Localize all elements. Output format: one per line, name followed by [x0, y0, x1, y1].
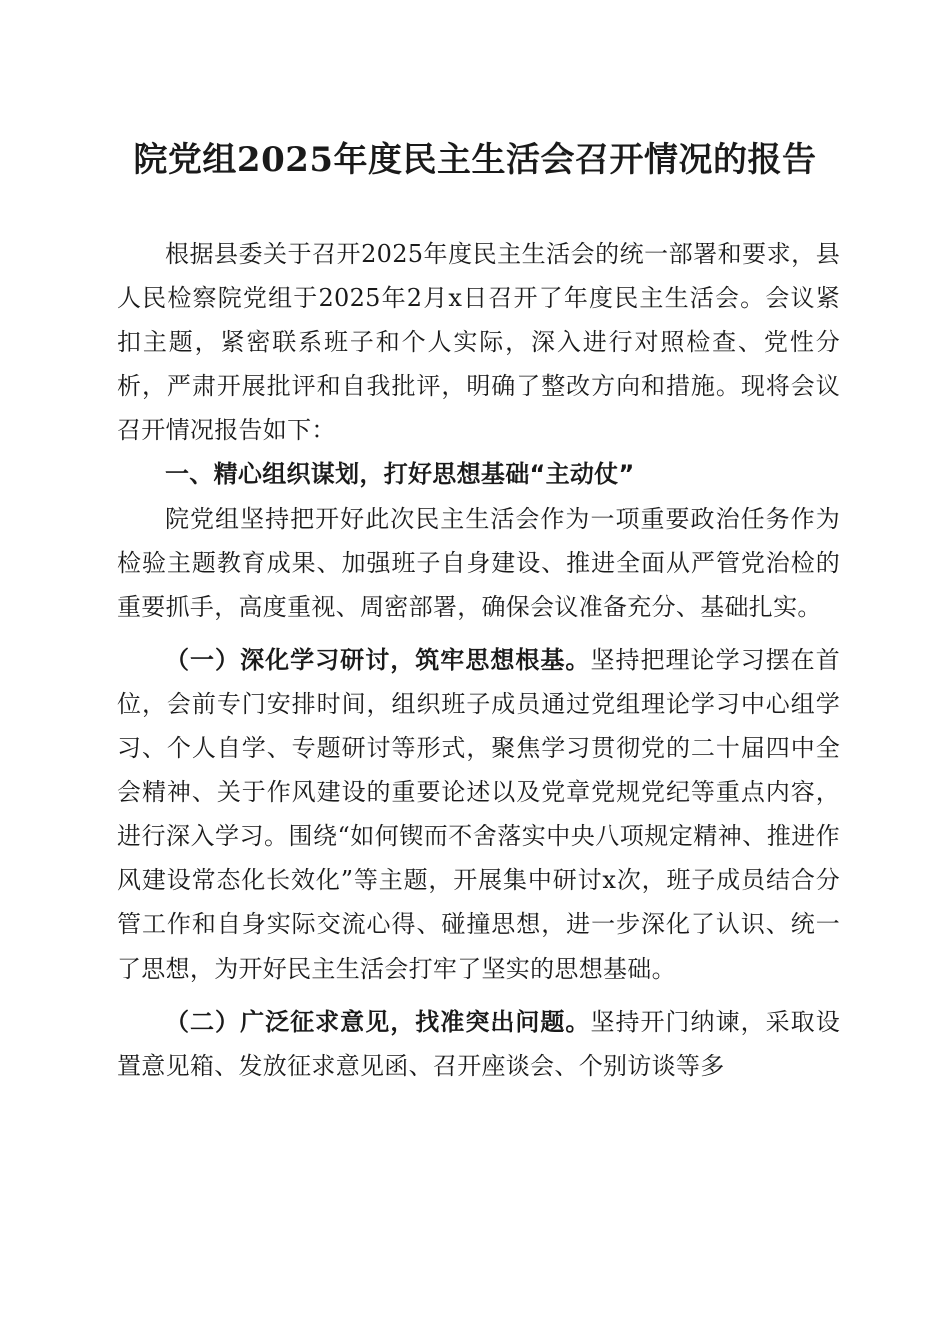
section-paragraph: 院党组坚持把开好此次民主生活会作为一项重要政治任务作为检验主题教育成果、加强班子自身建设、推进全面从严管党治检的重要抓手，高度重视、周密部署，确保会议准备充分、基础扎实。 [117, 504, 840, 621]
document-body [117, 232, 840, 1088]
subsection-paragraph-2 [117, 1000, 840, 1088]
subsection-lead-2: （二）广泛征求意见，找准突出问题。 [165, 1006, 591, 1036]
intro-paragraph: 根据县委关于召开2025年度民主生活会的统一部署和要求，县人民检察院党组于2025年2月x日召开了年度民主生活会。会议紧扣主题，紧密联系班子和个人实际，深入进行对照检查、党性分析，严肃开展批评和自我批评，明确了整改方向和措施。现将会议召开情况报告如下： [117, 240, 840, 445]
subsection-lead-1: （一）深化学习研讨，筑牢思想根基。 [165, 644, 591, 674]
section-heading: 一、精心组织谋划，打好思想基础“主动仗” [165, 460, 635, 489]
subsection-text-1: 坚持把理论学习摆在首位，会前专门安排时间，组织班子成员通过党组理论学习中心组学习、个人自学、专题研讨等形式，聚焦学习贯彻党的二十届四中全会精神、关于作风建设的重要论述以及党章党规党纪等重点内容，进行深入学习。围绕“如何锲而不舍落实中央八项规定精神、推进作风建设常态化长效化”等主题，开展集中研讨x次，班子成员结合分管工作和自身实际交流心得、碰撞思想，进一步深化了认识、统一了思想，为开好民主生活会打牢了坚实的思想基础。 [117, 645, 840, 983]
subsection-paragraph-1 [117, 638, 840, 991]
document-title: 院党组2025年度民主生活会召开情况的报告 [133, 140, 817, 180]
subsection-text-2: 坚持开门纳谏，采取设置意见箱、发放征求意见函、召开座谈会、个别访谈等多 [117, 1007, 840, 1080]
